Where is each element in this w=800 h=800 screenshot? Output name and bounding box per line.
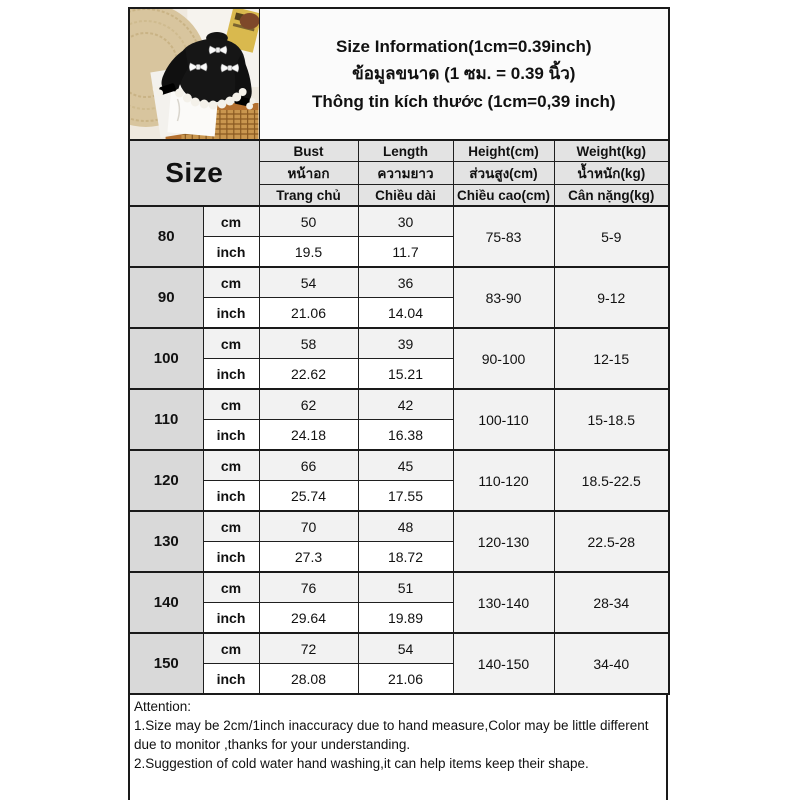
table-row [129,328,669,359]
length-cm-value: 39 [358,328,453,359]
height-range: 75-83 [453,206,554,267]
table-row [129,450,669,481]
weight-range: 12-15 [554,328,669,389]
col-header-height-vi: Chiều cao(cm) [453,185,554,207]
weight-range: 28-34 [554,572,669,633]
product-photo-cell [129,8,259,140]
weight-range: 34-40 [554,633,669,694]
table-row [129,206,669,237]
table-row [129,633,669,664]
title-thai: ข้อมูลขนาด (1 ซม. = 0.39 นิ้ว) [352,64,576,84]
bust-cm-value: 50 [259,206,358,237]
bust-cm-value: 58 [259,328,358,359]
length-cm-value: 51 [358,572,453,603]
col-header-length-vi: Chiều dài [358,185,453,207]
unit-cm-label: cm [203,328,259,359]
page-title [259,8,669,140]
col-header-weight-th: น้ำหนัก(kg) [554,162,669,185]
height-range: 140-150 [453,633,554,694]
weight-range: 15-18.5 [554,389,669,450]
length-cm-value: 54 [358,633,453,664]
length-cm-value: 45 [358,450,453,481]
height-range: 83-90 [453,267,554,328]
weight-range: 5-9 [554,206,669,267]
title-english: Size Information(1cm=0.39inch) [335,37,592,57]
length-inch-value: 17.55 [358,481,453,512]
length-inch-value: 21.06 [358,664,453,695]
length-inch-value: 14.04 [358,298,453,329]
table-row [129,511,669,542]
bust-inch-value: 21.06 [259,298,358,329]
length-cm-value: 36 [358,267,453,298]
length-cm-value: 42 [358,389,453,420]
size-cell: 80 [129,206,203,267]
bust-inch-value: 27.3 [259,542,358,573]
bust-cm-value: 54 [259,267,358,298]
length-cm-value: 30 [358,206,453,237]
bust-cm-value: 66 [259,450,358,481]
size-cell: 140 [129,572,203,633]
size-cell: 130 [129,511,203,572]
attention-note-2: 2.Suggestion of cold water hand washing,it can help items keep their shape. [134,756,589,772]
col-header-height-th: ส่วนสูง(cm) [453,162,554,185]
length-inch-value: 15.21 [358,359,453,390]
weight-range: 22.5-28 [554,511,669,572]
col-header-bust-vi: Trang chủ [259,185,358,207]
height-range: 110-120 [453,450,554,511]
height-range: 120-130 [453,511,554,572]
unit-cm-label: cm [203,389,259,420]
size-cell: 120 [129,450,203,511]
unit-cm-label: cm [203,267,259,298]
unit-inch-label: inch [203,664,259,695]
height-range: 100-110 [453,389,554,450]
bust-inch-value: 29.64 [259,603,358,634]
col-header-length-en: Length [358,140,453,162]
attention-box [128,693,668,800]
header-row-en [129,140,669,162]
col-header-height-en: Height(cm) [453,140,554,162]
size-cell: 90 [129,267,203,328]
bust-cm-value: 62 [259,389,358,420]
unit-cm-label: cm [203,511,259,542]
title-row [129,8,669,140]
height-range: 90-100 [453,328,554,389]
bust-inch-value: 25.74 [259,481,358,512]
col-header-weight-vi: Cân nặng(kg) [554,185,669,207]
table-row [129,267,669,298]
length-cm-value: 48 [358,511,453,542]
product-photo [130,9,259,139]
unit-cm-label: cm [203,633,259,664]
unit-inch-label: inch [203,542,259,573]
size-table [128,7,670,695]
size-cell: 110 [129,389,203,450]
bust-cm-value: 70 [259,511,358,542]
col-header-bust-en: Bust [259,140,358,162]
weight-range: 9-12 [554,267,669,328]
weight-range: 18.5-22.5 [554,450,669,511]
unit-inch-label: inch [203,603,259,634]
length-inch-value: 18.72 [358,542,453,573]
table-row [129,572,669,603]
length-inch-value: 16.38 [358,420,453,451]
bust-inch-value: 22.62 [259,359,358,390]
size-cell: 100 [129,328,203,389]
unit-inch-label: inch [203,420,259,451]
unit-inch-label: inch [203,298,259,329]
length-inch-value: 19.89 [358,603,453,634]
length-inch-value: 11.7 [358,237,453,268]
height-range: 130-140 [453,572,554,633]
bust-cm-value: 76 [259,572,358,603]
attention-note-1: 1.Size may be 2cm/1inch inaccuracy due to hand measure,Color may be little different due to monitor ,thanks for your understanding. [134,718,649,753]
unit-inch-label: inch [203,359,259,390]
title-vietnamese: Thông tin kích thước (1cm=0,39 inch) [312,91,616,111]
bust-cm-value: 72 [259,633,358,664]
table-row [129,389,669,420]
bust-inch-value: 19.5 [259,237,358,268]
size-cell: 150 [129,633,203,694]
col-header-length-th: ความยาว [358,162,453,185]
bust-inch-value: 24.18 [259,420,358,451]
unit-inch-label: inch [203,237,259,268]
unit-cm-label: cm [203,206,259,237]
size-header-label: Size [129,140,259,206]
unit-inch-label: inch [203,481,259,512]
col-header-bust-th: หน้าอก [259,162,358,185]
size-chart-content [128,7,668,800]
attention-heading: Attention: [134,699,192,714]
unit-cm-label: cm [203,572,259,603]
bust-inch-value: 28.08 [259,664,358,695]
unit-cm-label: cm [203,450,259,481]
col-header-weight-en: Weight(kg) [554,140,669,162]
